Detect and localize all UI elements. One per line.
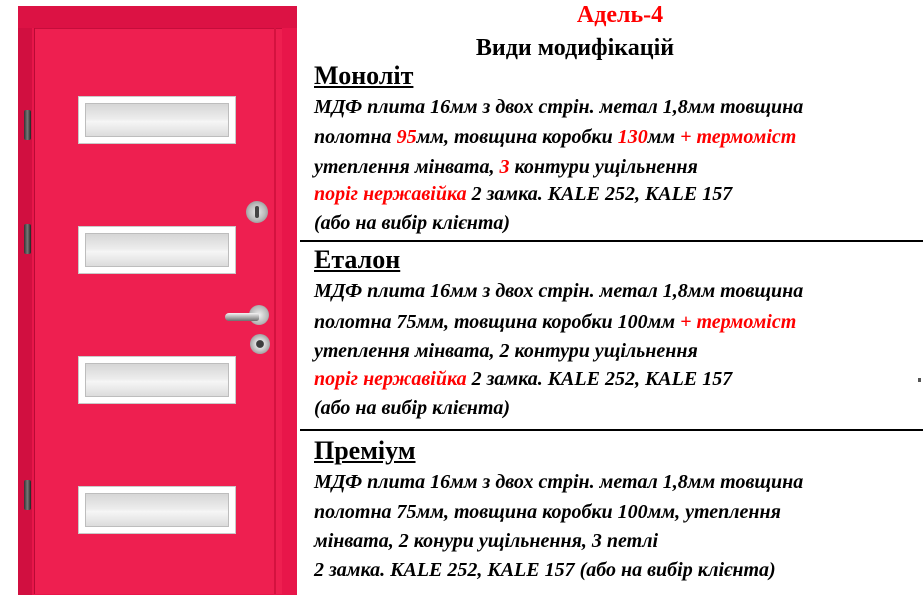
door-hinge-top [24, 110, 31, 140]
page-subtitle: Види модифікацій [475, 35, 675, 61]
spec-text: (або на вибір клієнта) [314, 212, 511, 234]
door-glass-insert [78, 96, 236, 144]
spec-line [314, 367, 732, 391]
section-title-monolit: Моноліт [314, 61, 414, 90]
spec-text: (або на вибір клієнта) [314, 397, 511, 419]
section-title-etalon: Еталон [314, 245, 401, 274]
section-title-premium: Преміум [314, 436, 416, 465]
door-glass-insert [78, 356, 236, 404]
highlight-text: 3 [499, 156, 510, 178]
door-glass-insert [78, 226, 236, 274]
spec-line [314, 95, 803, 119]
spec-text: МДФ плита 16мм з двох стрін. метал 1,8мм товщина [314, 471, 804, 493]
spec-text: полотна 75мм, товщина коробки 100мм, утеплення [314, 501, 781, 523]
section-divider [300, 429, 923, 431]
highlight-text: поріг нержавійка [314, 183, 467, 205]
highlight-text: 95 [396, 126, 417, 148]
spec-text: 2 замка. KALE 252, KALE 157 [466, 183, 733, 205]
spec-line [314, 182, 732, 206]
lock-cylinder-icon [250, 334, 270, 354]
edge-mark [918, 378, 921, 382]
highlight-text: 130 [617, 126, 648, 148]
spec-text: мінвата, 2 конури ущільнення, 3 петлі [314, 530, 659, 552]
spec-text: мм, товщина коробки [416, 126, 618, 148]
door-hinge-bottom [24, 480, 31, 510]
spec-line [314, 339, 698, 363]
spec-line [314, 211, 510, 235]
spec-text: 2 замка. KALE 252, KALE 157 (або на вибір клієнта) [314, 559, 776, 581]
door-glass-insert [78, 486, 236, 534]
spec-text: МДФ плита 16мм з двох стрін. метал 1,8мм товщина [314, 280, 804, 302]
spec-line [314, 500, 781, 524]
section-divider [300, 240, 923, 242]
spec-line [314, 470, 803, 494]
spec-text: утеплення мінвата, [314, 156, 500, 178]
spec-text: полотна 75мм, товщина коробки 100мм [314, 311, 681, 333]
spec-line [314, 529, 658, 553]
door-handle-icon [225, 313, 259, 321]
spec-text: полотна [314, 126, 397, 148]
door-hinge-middle [24, 224, 31, 254]
spec-text: мм [647, 126, 681, 148]
spec-text: 2 замка. KALE 252, KALE 157 [466, 368, 733, 390]
highlight-text: + термоміст [680, 311, 797, 333]
spec-line [314, 396, 510, 420]
spec-text: утеплення мінвата, 2 контури ущільнення [314, 340, 698, 362]
spec-line [314, 155, 698, 179]
spec-line [314, 558, 776, 582]
spec-text: МДФ плита 16мм з двох стрін. метал 1,8мм товщина [314, 96, 804, 118]
model-title: Адель-4 [576, 2, 664, 28]
upper-lock-icon [246, 201, 268, 223]
spec-text: контури ущільнення [509, 156, 698, 178]
spec-line [314, 125, 796, 149]
spec-line [314, 310, 796, 334]
highlight-text: + термоміст [680, 126, 797, 148]
highlight-text: поріг нержавійка [314, 368, 467, 390]
spec-line [314, 279, 803, 303]
door-frame-top [18, 6, 297, 28]
